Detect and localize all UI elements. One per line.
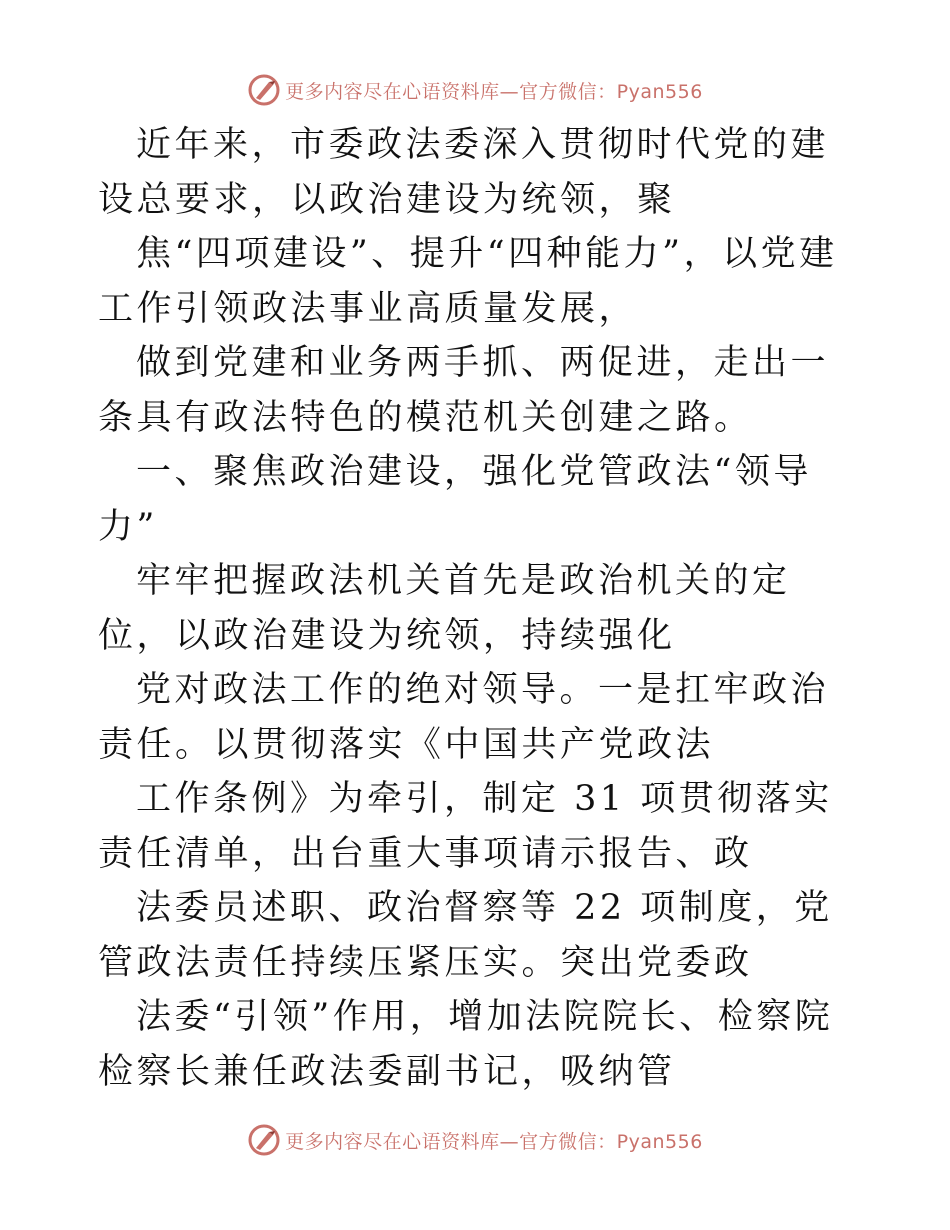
- pen-logo-icon: [247, 73, 281, 107]
- paragraph: 工作条例》为牵引，制定 31 项贯彻落实责任清单，出台重大事项请示报告、政: [98, 779, 833, 874]
- paragraph: 党对政法工作的绝对领导。一是扛牢政治责任。以贯彻落实《中国共产党政法: [98, 670, 830, 765]
- paragraph: 近年来，市委政法委深入贯彻时代党的建设总要求，以政治建设为统领，聚: [98, 125, 830, 220]
- paragraph: 做到党建和业务两手抓、两促进，走出一条具有政法特色的模范机关创建之路。: [98, 343, 830, 438]
- pen-logo-icon: [247, 1123, 281, 1157]
- watermark-text: 更多内容尽在心语资料库—官方微信：Pyan556: [285, 1130, 703, 1153]
- paragraph: 焦“四项建设”、提升“四种能力”，以党建工作引领政法事业高质量发展，: [98, 234, 838, 329]
- footer-watermark: [0, 1120, 950, 1160]
- paragraph: 牢牢把握政法机关首先是政治机关的定位，以政治建设为统领，持续强化: [98, 561, 791, 656]
- document-body: [98, 118, 858, 1099]
- header-watermark: [0, 70, 950, 110]
- watermark-text: 更多内容尽在心语资料库—官方微信：Pyan556: [285, 80, 703, 103]
- paragraph: 法委“引领”作用，增加法院院长、检察院检察长兼任政法委副书记，吸纳管: [98, 997, 834, 1092]
- section-heading: 一、聚焦政治建设，强化党管政法“领导力”: [98, 452, 812, 547]
- paragraph: 法委员述职、政治督察等 22 项制度，党管政法责任持续压紧压实。突出党委政: [98, 888, 833, 983]
